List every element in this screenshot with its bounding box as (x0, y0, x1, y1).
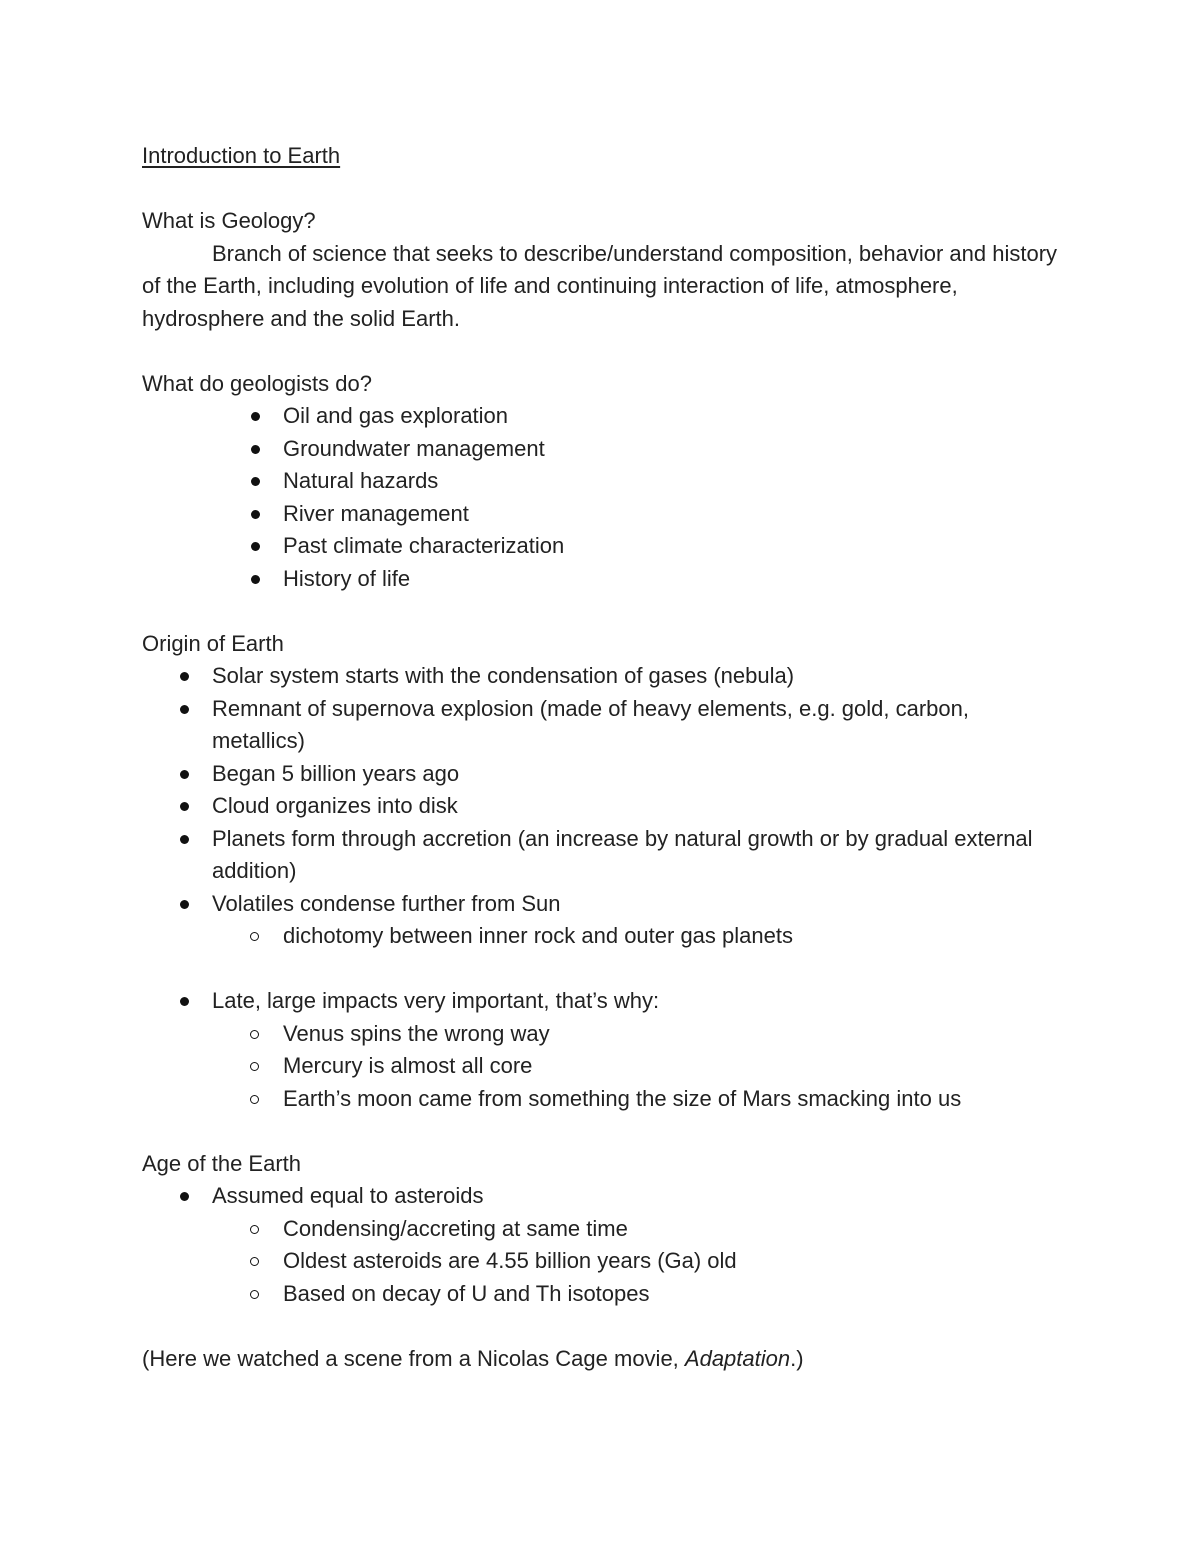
list-item-text: Groundwater management (283, 435, 545, 461)
list-item-text: Oldest asteroids are 4.55 billion years (Ga) old (283, 1248, 737, 1273)
sub-list-item (142, 1278, 1062, 1311)
geologists-heading: What do geologists do? (142, 370, 372, 396)
list-item-text: Assumed equal to asteroids (212, 1183, 484, 1208)
hollow-bullet-icon (250, 1062, 259, 1071)
list-item (142, 693, 1062, 758)
list-item-text: Based on decay of U and Th isotopes (283, 1280, 650, 1306)
list-item-text: History of life (283, 565, 411, 591)
list-item-text: Natural hazards (283, 468, 439, 493)
bullet-icon (251, 477, 260, 486)
list-item (142, 465, 1062, 498)
list-item-text: Remnant of supernova explosion (made of heavy elements, e.g. gold, carbon, metallics) (212, 695, 970, 753)
closing-note (142, 1343, 1062, 1376)
movie-title: Adaptation (684, 1345, 791, 1371)
bullet-icon (180, 835, 189, 844)
sub-list-item (142, 1018, 1062, 1051)
list-item-text: Solar system starts with the condensation of gases (nebula) (212, 663, 795, 688)
geology-heading: What is Geology? (142, 208, 316, 233)
bullet-icon (251, 542, 260, 551)
impacts-list (142, 985, 1062, 1115)
spacer (142, 1115, 1062, 1148)
list-item (142, 790, 1062, 823)
bullet-icon (180, 770, 189, 779)
list-item (142, 758, 1062, 791)
geology-paragraph: Branch of science that seeks to describe/understand composition, behavior and history of the Earth, including evolution of life and continuing interaction of life, atmosphere, hydrosphere and the solid Earth. (142, 240, 1058, 331)
list-item (142, 498, 1062, 531)
list-item (142, 563, 1062, 596)
bullet-icon (180, 672, 189, 681)
hollow-bullet-icon (250, 1225, 259, 1234)
hollow-bullet-icon (250, 1290, 259, 1299)
sub-list-item (142, 920, 1062, 953)
spacer (142, 595, 1062, 628)
list-item (142, 530, 1062, 563)
hollow-bullet-icon (250, 1095, 259, 1104)
sub-list-item (142, 1245, 1062, 1278)
note-text-before: (Here we watched a scene from a Nicolas Cage movie, (142, 1345, 685, 1371)
sub-list-item (142, 1083, 1062, 1116)
list-item-text: Cloud organizes into disk (212, 793, 458, 818)
list-item (142, 985, 1062, 1018)
list-item (142, 400, 1062, 433)
bullet-icon (180, 802, 189, 811)
list-item-text: Oil and gas exploration (283, 403, 509, 428)
list-item (142, 660, 1062, 693)
list-item-text: Late, large impacts very important, that’s why: (212, 988, 660, 1013)
bullet-icon (180, 997, 189, 1006)
spacer (142, 335, 1062, 368)
sub-list-item (142, 1213, 1062, 1246)
bullet-icon (251, 412, 260, 421)
bullet-icon (251, 445, 260, 454)
origin-list (142, 660, 1062, 953)
bullet-icon (180, 900, 189, 909)
list-item (142, 823, 1062, 888)
bullet-icon (251, 510, 260, 519)
sub-list-item (142, 1050, 1062, 1083)
hollow-bullet-icon (250, 1030, 259, 1039)
age-heading: Age of the Earth (142, 1150, 301, 1176)
note-text-after: .) (790, 1345, 804, 1371)
list-item (142, 888, 1062, 921)
hollow-bullet-icon (250, 932, 259, 941)
list-item-text: Volatiles condense further from Sun (212, 890, 561, 916)
list-item-text: Condensing/accreting at same time (283, 1215, 628, 1241)
list-item (142, 433, 1062, 466)
age-list (142, 1180, 1062, 1310)
spacer (142, 173, 1062, 206)
origin-heading: Origin of Earth (142, 630, 284, 656)
list-item-text: River management (283, 500, 469, 526)
geologists-list (142, 400, 1062, 595)
document-title: Introduction to Earth (142, 143, 341, 168)
list-item-text: Began 5 billion years ago (212, 760, 460, 786)
spacer (142, 953, 1062, 986)
spacer (142, 1310, 1062, 1343)
list-item-text: dichotomy between inner rock and outer gas planets (283, 923, 793, 948)
list-item-text: Planets form through accretion (an increase by natural growth or by gradual external addition) (212, 825, 1033, 883)
list-item (142, 1180, 1062, 1213)
list-item-text: Earth’s moon came from something the size of Mars smacking into us (283, 1085, 962, 1111)
list-item-text: Mercury is almost all core (283, 1053, 533, 1078)
list-item-text: Venus spins the wrong way (283, 1020, 550, 1046)
bullet-icon (180, 1192, 189, 1201)
bullet-icon (180, 705, 189, 714)
document-body (142, 140, 1062, 1375)
hollow-bullet-icon (250, 1257, 259, 1266)
bullet-icon (251, 575, 260, 584)
list-item-text: Past climate characterization (283, 533, 565, 558)
